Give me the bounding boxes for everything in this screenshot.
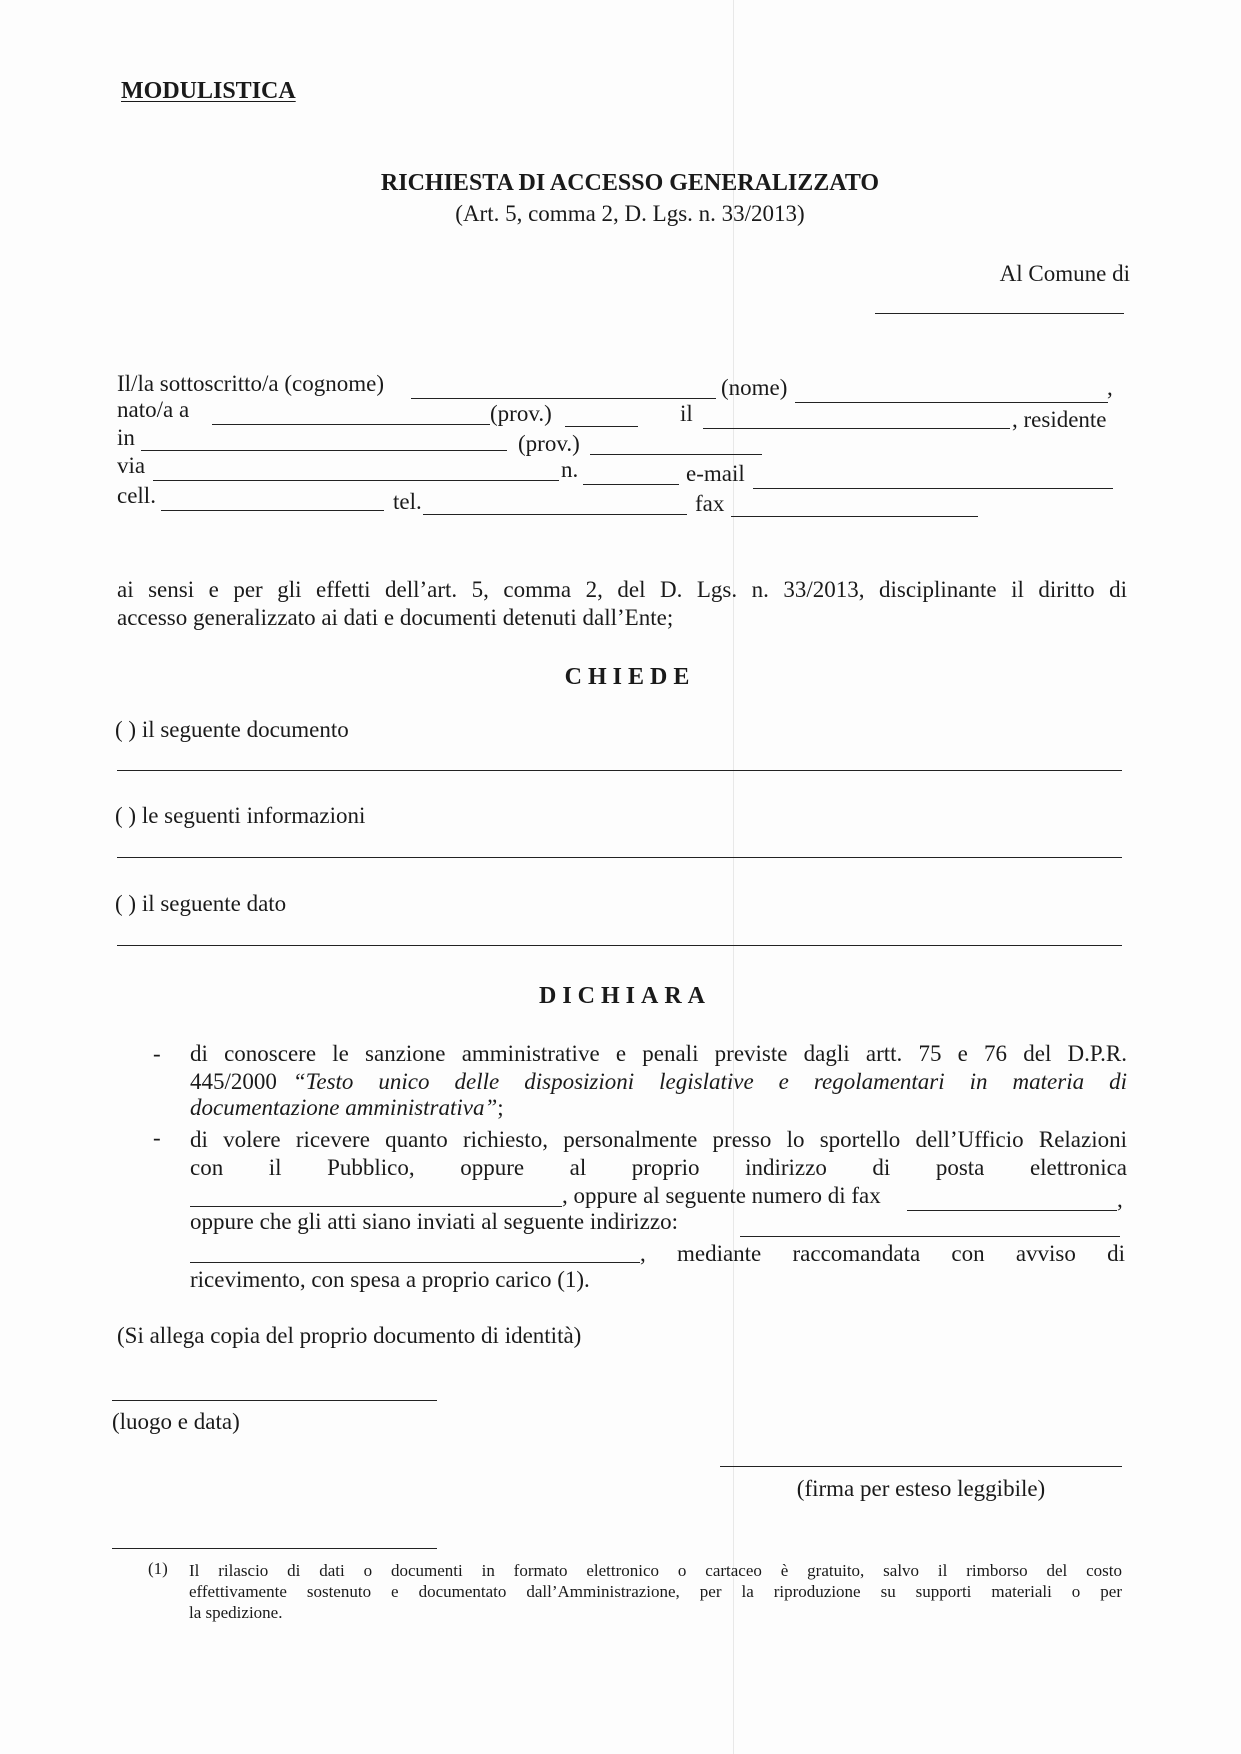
data-nascita-field[interactable] xyxy=(703,428,1010,429)
premise-line-1: ai sensi e per gli effetti dell’art. 5, comma 2, del D. Lgs. n. 33/2013, disciplinante il diritto di xyxy=(117,577,1127,602)
residenza-field[interactable] xyxy=(141,450,507,451)
dichiara-item2-line1: di volere ricevere quanto richiesto, personalmente presso lo sportello dell’Ufficio Relazioni xyxy=(190,1127,1127,1152)
residente-label: , residente xyxy=(1012,407,1107,432)
bullet-2: - xyxy=(153,1125,161,1150)
dato-field[interactable] xyxy=(117,945,1122,946)
indirizzo-field-1[interactable] xyxy=(740,1236,1120,1237)
cell-field[interactable] xyxy=(161,510,384,511)
cell-label: cell. xyxy=(117,483,156,508)
via-label: via xyxy=(117,453,146,478)
document-subtitle: (Art. 5, comma 2, D. Lgs. n. 33/2013) xyxy=(455,201,805,226)
footnote-line-1: Il rilascio di dati o documenti in formato elettronico o cartaceo è gratuito, salvo il rimborso del costo xyxy=(189,1561,1122,1580)
documento-field[interactable] xyxy=(117,770,1122,771)
indirizzo-field-2[interactable] xyxy=(190,1262,640,1263)
dichiara-item2-line6: ricevimento, con spesa a proprio carico (1). xyxy=(190,1267,590,1292)
footnote-separator xyxy=(112,1548,437,1549)
comma-mark: , xyxy=(1107,375,1113,400)
option-dato[interactable]: ( ) il seguente dato xyxy=(115,891,287,916)
comune-field[interactable] xyxy=(875,313,1124,314)
nato-label: nato/a a xyxy=(117,397,190,422)
category-label: MODULISTICA xyxy=(121,78,296,104)
prov-label-2: (prov.) xyxy=(518,431,580,456)
fax-field[interactable] xyxy=(731,516,978,517)
dpr-number: 445/2000 xyxy=(190,1069,277,1094)
attachment-note: (Si allega copia del proprio documento di identità) xyxy=(117,1323,582,1348)
bullet-1: - xyxy=(153,1041,161,1066)
cognome-field[interactable] xyxy=(411,398,716,399)
dichiara-item1-line1: di conoscere le sanzione amministrative e penali previste dagli artt. 75 e 76 del D.P.R. xyxy=(190,1041,1127,1066)
informazioni-field[interactable] xyxy=(117,857,1122,858)
footnote-line-2: effettivamente sostenuto e documentato dall’Amministrazione, per la riproduzione su supporti materiali o per xyxy=(189,1582,1122,1601)
in-label: in xyxy=(117,425,135,450)
numero-fax-field[interactable] xyxy=(907,1210,1117,1211)
comma-mark-2: , xyxy=(1117,1187,1123,1212)
fax-label: fax xyxy=(695,491,725,516)
footnote-line-3: la spedizione. xyxy=(189,1603,283,1622)
luogo-nascita-field[interactable] xyxy=(212,424,490,425)
footnote-marker: (1) xyxy=(148,1559,168,1578)
dichiara-item2-line3a: , oppure al seguente numero di fax xyxy=(562,1183,881,1208)
dichiara-heading: DICHIARA xyxy=(538,983,711,1009)
dichiara-item1-line2 xyxy=(190,1068,1127,1096)
prov-residenza-field[interactable] xyxy=(590,454,762,455)
dichiara-item2-line5: , mediante raccomandata con avviso di xyxy=(640,1241,1125,1266)
tel-field[interactable] xyxy=(423,514,687,515)
firma-label: (firma per esteso leggibile) xyxy=(796,1476,1046,1501)
dichiara-item2-line4: oppure che gli atti siano inviati al seguente indirizzo: xyxy=(190,1209,678,1234)
semicolon: ; xyxy=(497,1095,504,1120)
email-label: e-mail xyxy=(686,461,745,486)
premise-line-2: accesso generalizzato ai dati e documenti detenuti dall’Ente; xyxy=(117,605,674,630)
nome-field[interactable] xyxy=(795,402,1108,403)
dichiara-item1-line3 xyxy=(190,1094,504,1122)
numero-civico-field[interactable] xyxy=(583,484,679,485)
chiede-heading: CHIEDE xyxy=(564,664,696,690)
document-title: RICHIESTA DI ACCESSO GENERALIZZATO xyxy=(380,170,880,196)
option-informazioni[interactable]: ( ) le seguenti informazioni xyxy=(115,803,366,828)
option-documento[interactable]: ( ) il seguente documento xyxy=(115,717,349,742)
luogo-data-field[interactable] xyxy=(112,1400,437,1401)
numero-label: n. xyxy=(561,457,579,482)
prov-nascita-field[interactable] xyxy=(565,426,638,427)
email-field[interactable] xyxy=(753,488,1113,489)
posta-elettronica-field[interactable] xyxy=(190,1206,562,1207)
dichiara-item2-line2: con il Pubblico, oppure al proprio indirizzo di posta elettronica xyxy=(190,1155,1127,1180)
tel-label: tel. xyxy=(393,489,422,514)
recipient-label: Al Comune di xyxy=(999,261,1130,286)
via-field[interactable] xyxy=(153,480,559,481)
il-label: il xyxy=(680,401,693,426)
nome-label: (nome) xyxy=(721,375,788,400)
sottoscritto-label: Il/la sottoscritto/a (cognome) xyxy=(117,371,384,396)
firma-field[interactable] xyxy=(720,1466,1122,1467)
luogo-data-label: (luogo e data) xyxy=(112,1409,240,1434)
testo-unico-title: “Testo unico delle disposizioni legislative e regolamentari in materia di xyxy=(292,1069,1127,1094)
testo-unico-title-end: documentazione amministrativa” xyxy=(190,1095,498,1120)
prov-label-1: (prov.) xyxy=(490,401,552,426)
